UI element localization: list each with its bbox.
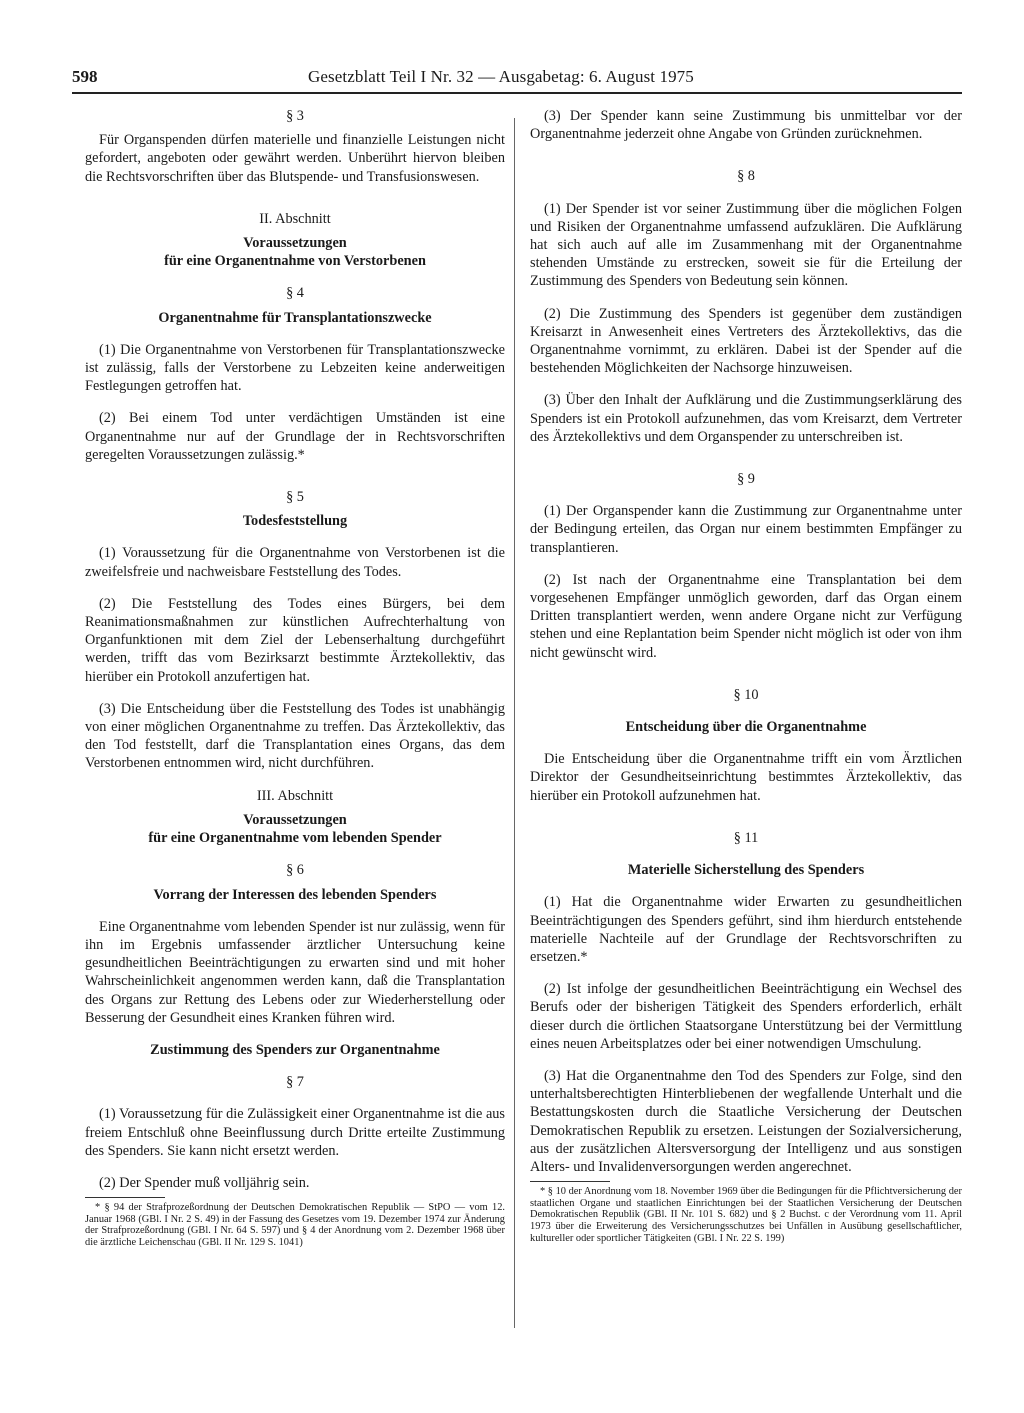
footnote-rule xyxy=(530,1181,610,1182)
section-9-heading: § 9 xyxy=(737,471,755,488)
abschnitt-2-heading: II. Abschnitt xyxy=(259,210,331,227)
section-4-para-1: (1) Die Organentnahme von Verstorbenen für Transplantationszwecke ist zulässig, falls der Verstorbene zu Lebzeiten keine anderweitigen Festlegungen getroffen hat. xyxy=(85,341,505,395)
section-5-para-2: (2) Die Feststellung des Todes eines Bürgers, bei dem Reanimationsmaßnahmen zur künstlichen Aufrechterhaltung von Organfunktionen mit dem Ziel der Lebenserhaltung durchgeführt werden, trifft das vom Bezirksarzt bestimmte Ärztekollektiv, das hierüber ein Protokoll anzufertigen hat. xyxy=(85,595,505,685)
section-7-para-3: (3) Der Spender kann seine Zustimmung bis unmittelbar vor der Organentnahme jederzeit ohne Angabe von Gründen zurücknehmen. xyxy=(530,108,962,143)
footnote-rule xyxy=(85,1197,165,1198)
section-11-title: Materielle Sicherstellung des Spenders xyxy=(627,862,865,879)
gazette-title: Gesetzblatt Teil I Nr. 32 — Ausgabetag: 6. August 1975 xyxy=(308,67,694,86)
abschnitt-3-title-line1: Voraussetzungen xyxy=(243,811,347,828)
right-footnote: * § 10 der Anordnung vom 18. November 1969 über die Bedingungen für die Pflichtversicherung der staatlichen Organe und staatlichen Einrichtungen bei der Staatlichen Versicherung der Deutschen Demokratischen Republik (GBl. II Nr. 101 S. 682) und § 2 Buchst. c der Verordnung vom 11. April 1973 über die Erweiterung des Versicherungsschutzes bei Unfällen in Ausübung gesellschaftlicher, kultureller oder sportlicher Tätigkeiten (GBl. I Nr. 22 S. 199) xyxy=(530,1186,962,1244)
section-5-para-3: (3) Die Entscheidung über die Feststellung des Todes ist unabhängig von einer möglichen Organentnahme zu treffen. Das Ärztekollektiv, das den Tod feststellt, darf die Transplantation eines Organs, das dem Verstorbenen entnommen wird, nicht durchführen. xyxy=(85,700,505,772)
section-4-title: Organentnahme für Transplantationszwecke xyxy=(158,309,432,326)
left-column xyxy=(85,107,505,1249)
section-8-para-2: (2) Die Zustimmung des Spenders ist gegenüber dem zuständigen Kreisarzt in Anwesenheit eines Vertreters des Ärztekollektivs, das die Organentnahme vornimmt, zu erklären. Dabei ist der Spender auf die bestehenden Möglichkeiten der Nachsorge hinzuweisen. xyxy=(530,305,962,377)
section-5-para-1: (1) Voraussetzung für die Organentnahme von Verstorbenen ist die zweifelsfreie und nachweisbare Feststellung des Todes. xyxy=(85,545,505,580)
page-number: 598 xyxy=(72,67,98,86)
section-11-heading: § 11 xyxy=(733,829,759,846)
left-footnote: * § 94 der Strafprozeßordnung der Deutschen Demokratischen Republik — StPO — vom 12. Januar 1968 (GBl. I Nr. 2 S. 49) in der Fassung des Gesetzes vom 19. Dezember 1974 zur Änderung der Strafprozeßordnung (GBl. I Nr. 64 S. 597) und § 4 der Anordnung vom 2. Dezember 1968 über die ärztliche Leichenschau (GBl. II Nr. 129 S. 1041) xyxy=(85,1202,505,1248)
section-8-para-1: (1) Der Spender ist vor seiner Zustimmung über die möglichen Folgen und Risiken der Organentnahme umfassend aufzuklären. Die Aufklärung hat sich auch auf alle im Zusammenhang mit der Organentnahme stehenden Umstände zu erstrecken, soweit sie für die Erteilung der Zustimmung des Spenders von Bedeutung sein können. xyxy=(530,200,962,290)
right-column xyxy=(530,107,962,1244)
section-7-para-2: (2) Der Spender muß volljährig sein. xyxy=(99,1174,310,1191)
section-11-para-1: (1) Hat die Organentnahme wider Erwarten zu gesundheitlichen Beeinträchtigungen des Spenders geführt, sind ihm hierdurch entstehende materielle Nachteile auf der Grundlage der Rechtsvorschriften zu ersetzen.* xyxy=(530,894,962,965)
abschnitt-2-title-line1: Voraussetzungen xyxy=(243,235,347,252)
section-6-heading: § 6 xyxy=(286,862,304,879)
section-3-heading: § 3 xyxy=(286,108,304,124)
header-rule xyxy=(72,92,962,94)
abschnitt-3-title-line2: für eine Organentnahme vom lebenden Spender xyxy=(148,830,442,847)
page-header xyxy=(72,66,962,88)
section-8-heading: § 8 xyxy=(737,168,755,185)
section-7-heading: § 7 xyxy=(286,1074,304,1091)
section-3-text: Für Organspenden dürfen materielle und finanzielle Leistungen nicht gefordert, angeboten oder gewährt werden. Unberührt hiervon bleiben die Rechtsvorschriften über das Blutspende- und Transfusionswesen. xyxy=(85,132,505,185)
section-10-heading: § 10 xyxy=(733,686,759,703)
section-4-heading: § 4 xyxy=(286,285,304,302)
section-5-title: Todesfeststellung xyxy=(242,513,348,530)
section-8-para-3: (3) Über den Inhalt der Aufklärung und die Zustimmungserklärung des Spenders ist ein Protokoll aufzunehmen, das vom Kreisarzt, dem Vertreter des Ärztekollektivs und dem Organspender zu unterschreiben ist. xyxy=(530,392,962,445)
section-5-heading: § 5 xyxy=(286,489,304,506)
section-11-para-3: (3) Hat die Organentnahme den Tod des Spenders zur Folge, sind den unterhaltsberechtigten Hinterbliebenen der wegfallende Unterhalt und die Bestattungskosten durch die Staatliche Versicherung der Deutschen Demokratischen Republik zu ersetzen. Leistungen der Sozialversicherung, aus der zusätzlichen Altersversorgung der Intelligenz und aus sonstigen Alters- und Invalidenversorgungen werden angerechnet. xyxy=(530,1067,962,1175)
section-11-para-2: (2) Ist infolge der gesundheitlichen Beeinträchtigung ein Wechsel des Berufs oder der bisherigen Tätigkeit des Spenders erforderlich, erhält dieser durch die örtlichen Staatsorgane Unterstützung bei der Vermittlung eines neuen Arbeitsplatzes oder bei einer notwendigen Umschulung. xyxy=(530,981,962,1052)
section-10-text: Die Entscheidung über die Organentnahme trifft ein vom Ärztlichen Direktor der Gesundheitseinrichtung bestimmtes Ärztekollektiv, das hierüber ein Protokoll aufzunehmen hat. xyxy=(530,751,962,804)
section-6-text: Eine Organentnahme vom lebenden Spender ist nur zulässig, wenn für ihn im Ergebnis umfassender ärztlicher Untersuchung keine gesundheitlichen Beeinträchtigungen zu erwarten sind und mit hoher Wahrscheinlichkeit angenommen werden kann, daß die Transplantation des Organs zur Rettung des Lebens oder zur Wiederherstellung oder Besserung der Gesundheit eines Kranken führen wird. xyxy=(85,918,505,1026)
section-9-para-1: (1) Der Organspender kann die Zustimmung zur Organentnahme unter der Bedingung erteilen, das Organ nur einem bestimmten Empfänger zu transplantieren. xyxy=(530,503,962,556)
section-7-para-1: (1) Voraussetzung für die Zulässigkeit einer Organentnahme ist die aus freiem Entschluß ohne Beeinflussung durch Dritte erteilte Zustimmung des Spenders. Sie kann nicht ersetzt werden. xyxy=(85,1106,505,1159)
column-divider xyxy=(514,118,515,1328)
section-9-para-2: (2) Ist nach der Organentnahme eine Transplantation bei dem vorgesehenen Empfänger unmöglich geworden, darf das Organ einem Dritten transplantiert werden, wenn andere Organe nicht zur Verfügung stehen und eine Replantation beim Spender nicht möglich ist oder von ihm nicht gewünscht wird. xyxy=(530,571,962,661)
section-6-title: Vorrang der Interessen des lebenden Spenders xyxy=(153,886,437,903)
consent-subheading: Zustimmung des Spenders zur Organentnahme xyxy=(150,1041,440,1058)
section-10-title: Entscheidung über die Organentnahme xyxy=(625,719,867,736)
abschnitt-3-heading: III. Abschnitt xyxy=(256,787,334,804)
section-4-para-2: (2) Bei einem Tod unter verdächtigen Umständen ist eine Organentnahme nur auf der Grundlage der in Rechtsvorschriften geregelten Voraussetzungen zulässig.* xyxy=(85,410,505,463)
abschnitt-2-title-line2: für eine Organentnahme von Verstorbenen xyxy=(164,253,426,270)
